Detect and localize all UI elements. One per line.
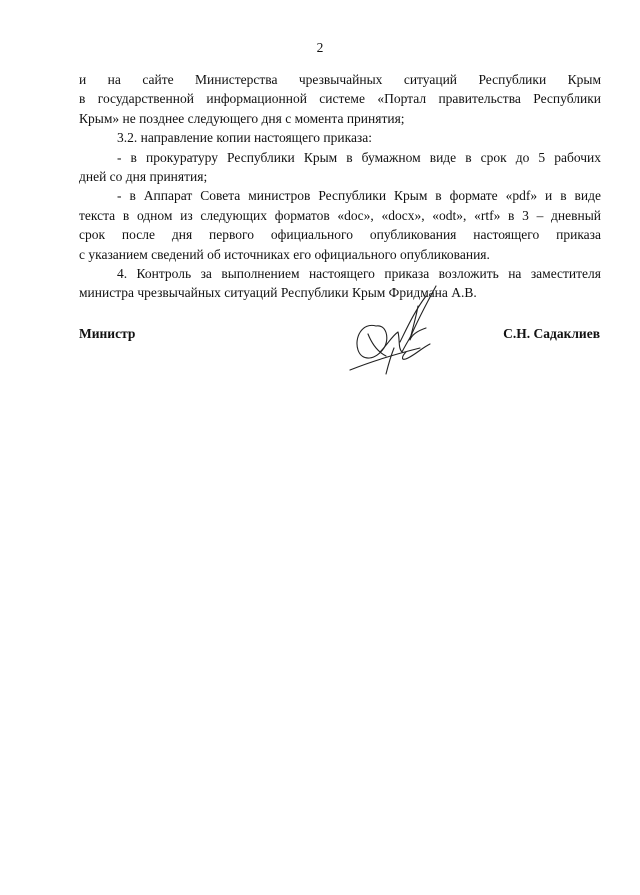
text-line: - в Аппарат Совета министров Республики Крым в формате «pdf» и в виде [117, 188, 601, 204]
text-line: и на сайте Министерства чрезвычайных ситуаций Республики Крым [79, 72, 601, 87]
text-line: в государственной информационной системе «Портал правительства Республики [79, 91, 601, 107]
signatory-role: Министр [79, 326, 136, 341]
text-line: 4. Контроль за выполнением настоящего приказа возложить на заместителя [117, 266, 601, 282]
text-line: текста в одном из следующих форматов «doc», «docx», «odt», «rtf» в 3 – дневный [79, 207, 601, 223]
text-line: с указанием сведений об источниках его официального опубликования. [79, 246, 490, 262]
paragraph-publication-site [79, 70, 601, 128]
text-line: срок после дня первого официального опубликования настоящего приказа [79, 227, 601, 243]
text-line: дней со дня принятия; [79, 169, 208, 185]
text-line: 3.2. направление копии настоящего приказа: [117, 130, 373, 146]
page-number: 2 [316, 40, 324, 55]
signatory-name: С.Н. Садаклиев [503, 326, 600, 341]
paragraph-council-apparatus [79, 186, 601, 264]
document-body [79, 70, 601, 303]
text-line: Крым» не позднее следующего дня с момента принятия; [79, 110, 405, 126]
text-line: - в прокуратуру Республики Крым в бумажном виде в срок до 5 рабочих [117, 149, 601, 165]
paragraph-copy-direction [79, 128, 601, 147]
paragraph-prosecutor [79, 148, 601, 187]
handwritten-signature-icon [340, 278, 450, 378]
text-line: министра чрезвычайных ситуаций Республики Крым Фридмана А.В. [79, 285, 477, 301]
